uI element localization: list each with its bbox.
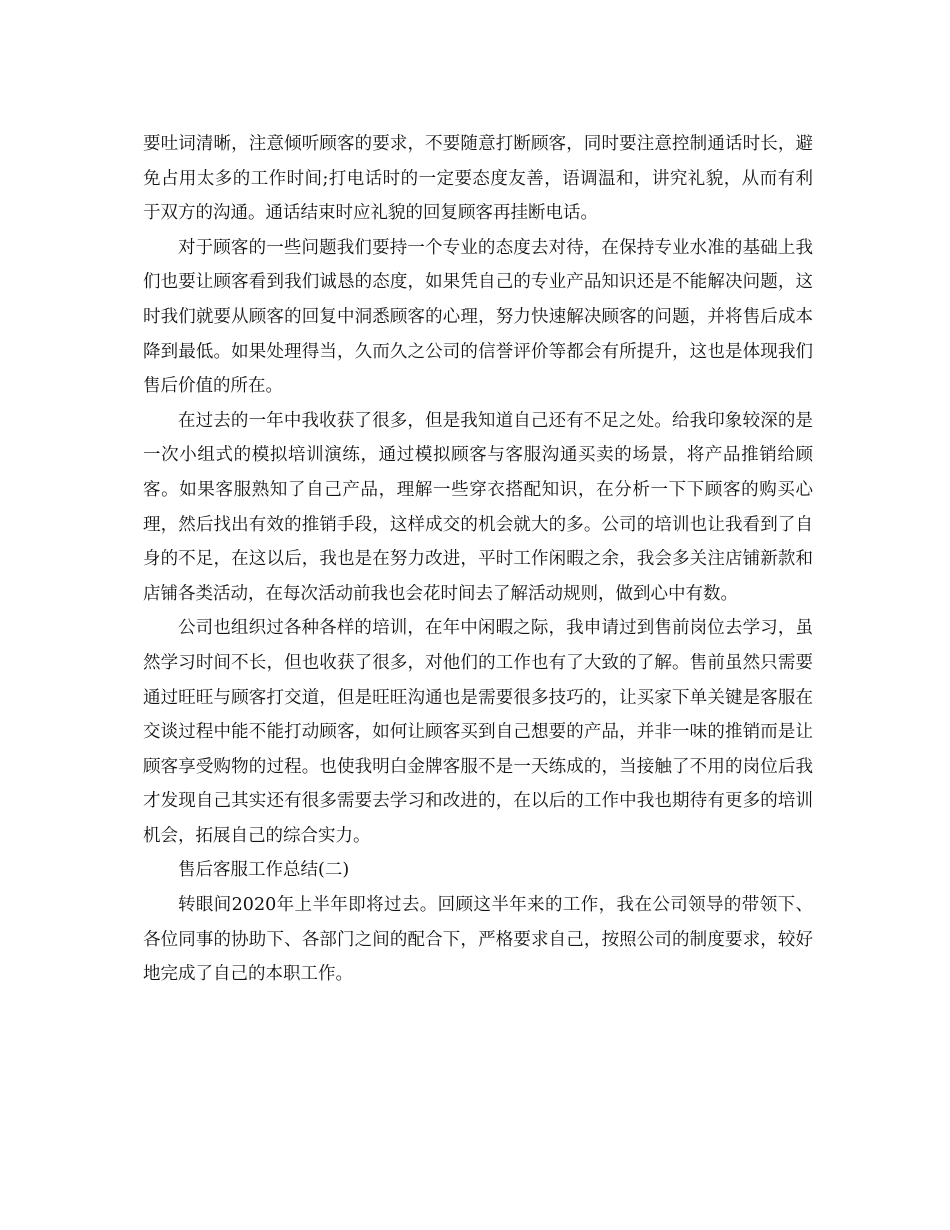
- paragraph-1: 要吐词清晰，注意倾听顾客的要求，不要随意打断顾客，同时要注意控制通话时长，避免占用太多的工作时间;打电话时的一定要态度友善，语调温和，讲究礼貌，从而有利于双方的沟通。通话结束时应礼貌的回复顾客再挂断电话。: [143, 134, 813, 224]
- paragraph-3: 在过去的一年中我收获了很多，但是我知道自己还有不足之处。给我印象较深的是一次小组式的模拟培训演练，通过模拟顾客与客服沟通买卖的场景，将产品推销给顾客。如果客服熟知了自己产品，理解一些穿衣搭配知识，在分析一下下顾客的购买心理，然后找出有效的推销手段，这样成交的机会就大的多。公司的培训也让我看到了自身的不足，在这以后，我也是在努力改进，平时工作闲暇之余，我会多关注店铺新款和店铺各类活动，在每次活动前我也会花时间去了解活动规则，做到心中有数。: [143, 410, 813, 604]
- section-heading: 售后客服工作总结(二): [178, 860, 350, 881]
- document-body: [143, 127, 813, 992]
- paragraph-2: 对于顾客的一些问题我们要持一个专业的态度去对待，在保持专业水准的基础上我们也要让顾客看到我们诚恳的态度，如果凭自己的专业产品知识还是不能解决问题，这时我们就要从顾客的回复中洞悉顾客的心理，努力快速解决顾客的问题，并将售后成本降到最低。如果处理得当，久而久之公司的信誉评价等都会有所提升，这也是体现我们售后价值的所在。: [143, 237, 813, 397]
- paragraph-4: 公司也组织过各种各样的培训，在年中闲暇之际，我申请过到售前岗位去学习，虽然学习时间不长，但也收获了很多，对他们的工作也有了大致的了解。售前虽然只需要通过旺旺与顾客打交道，但是旺旺沟通也是需要很多技巧的，让买家下单关键是客服在交谈过程中能不能打动顾客，如何让顾客买到自己想要的产品，并非一味的推销而是让顾客享受购物的过程。也使我明白金牌客服不是一天练成的，当接触了不用的岗位后我才发现自己其实还有很多需要去学习和改进的，在以后的工作中我也期待有更多的培训机会，拓展自己的综合实力。: [143, 618, 813, 846]
- paragraph-5: 转眼间2020年上半年即将过去。回顾这半年来的工作，我在公司领导的带领下、各位同事的协助下、各部门之间的配合下，严格要求自己，按照公司的制度要求，较好地完成了自己的本职工作。: [143, 895, 813, 985]
